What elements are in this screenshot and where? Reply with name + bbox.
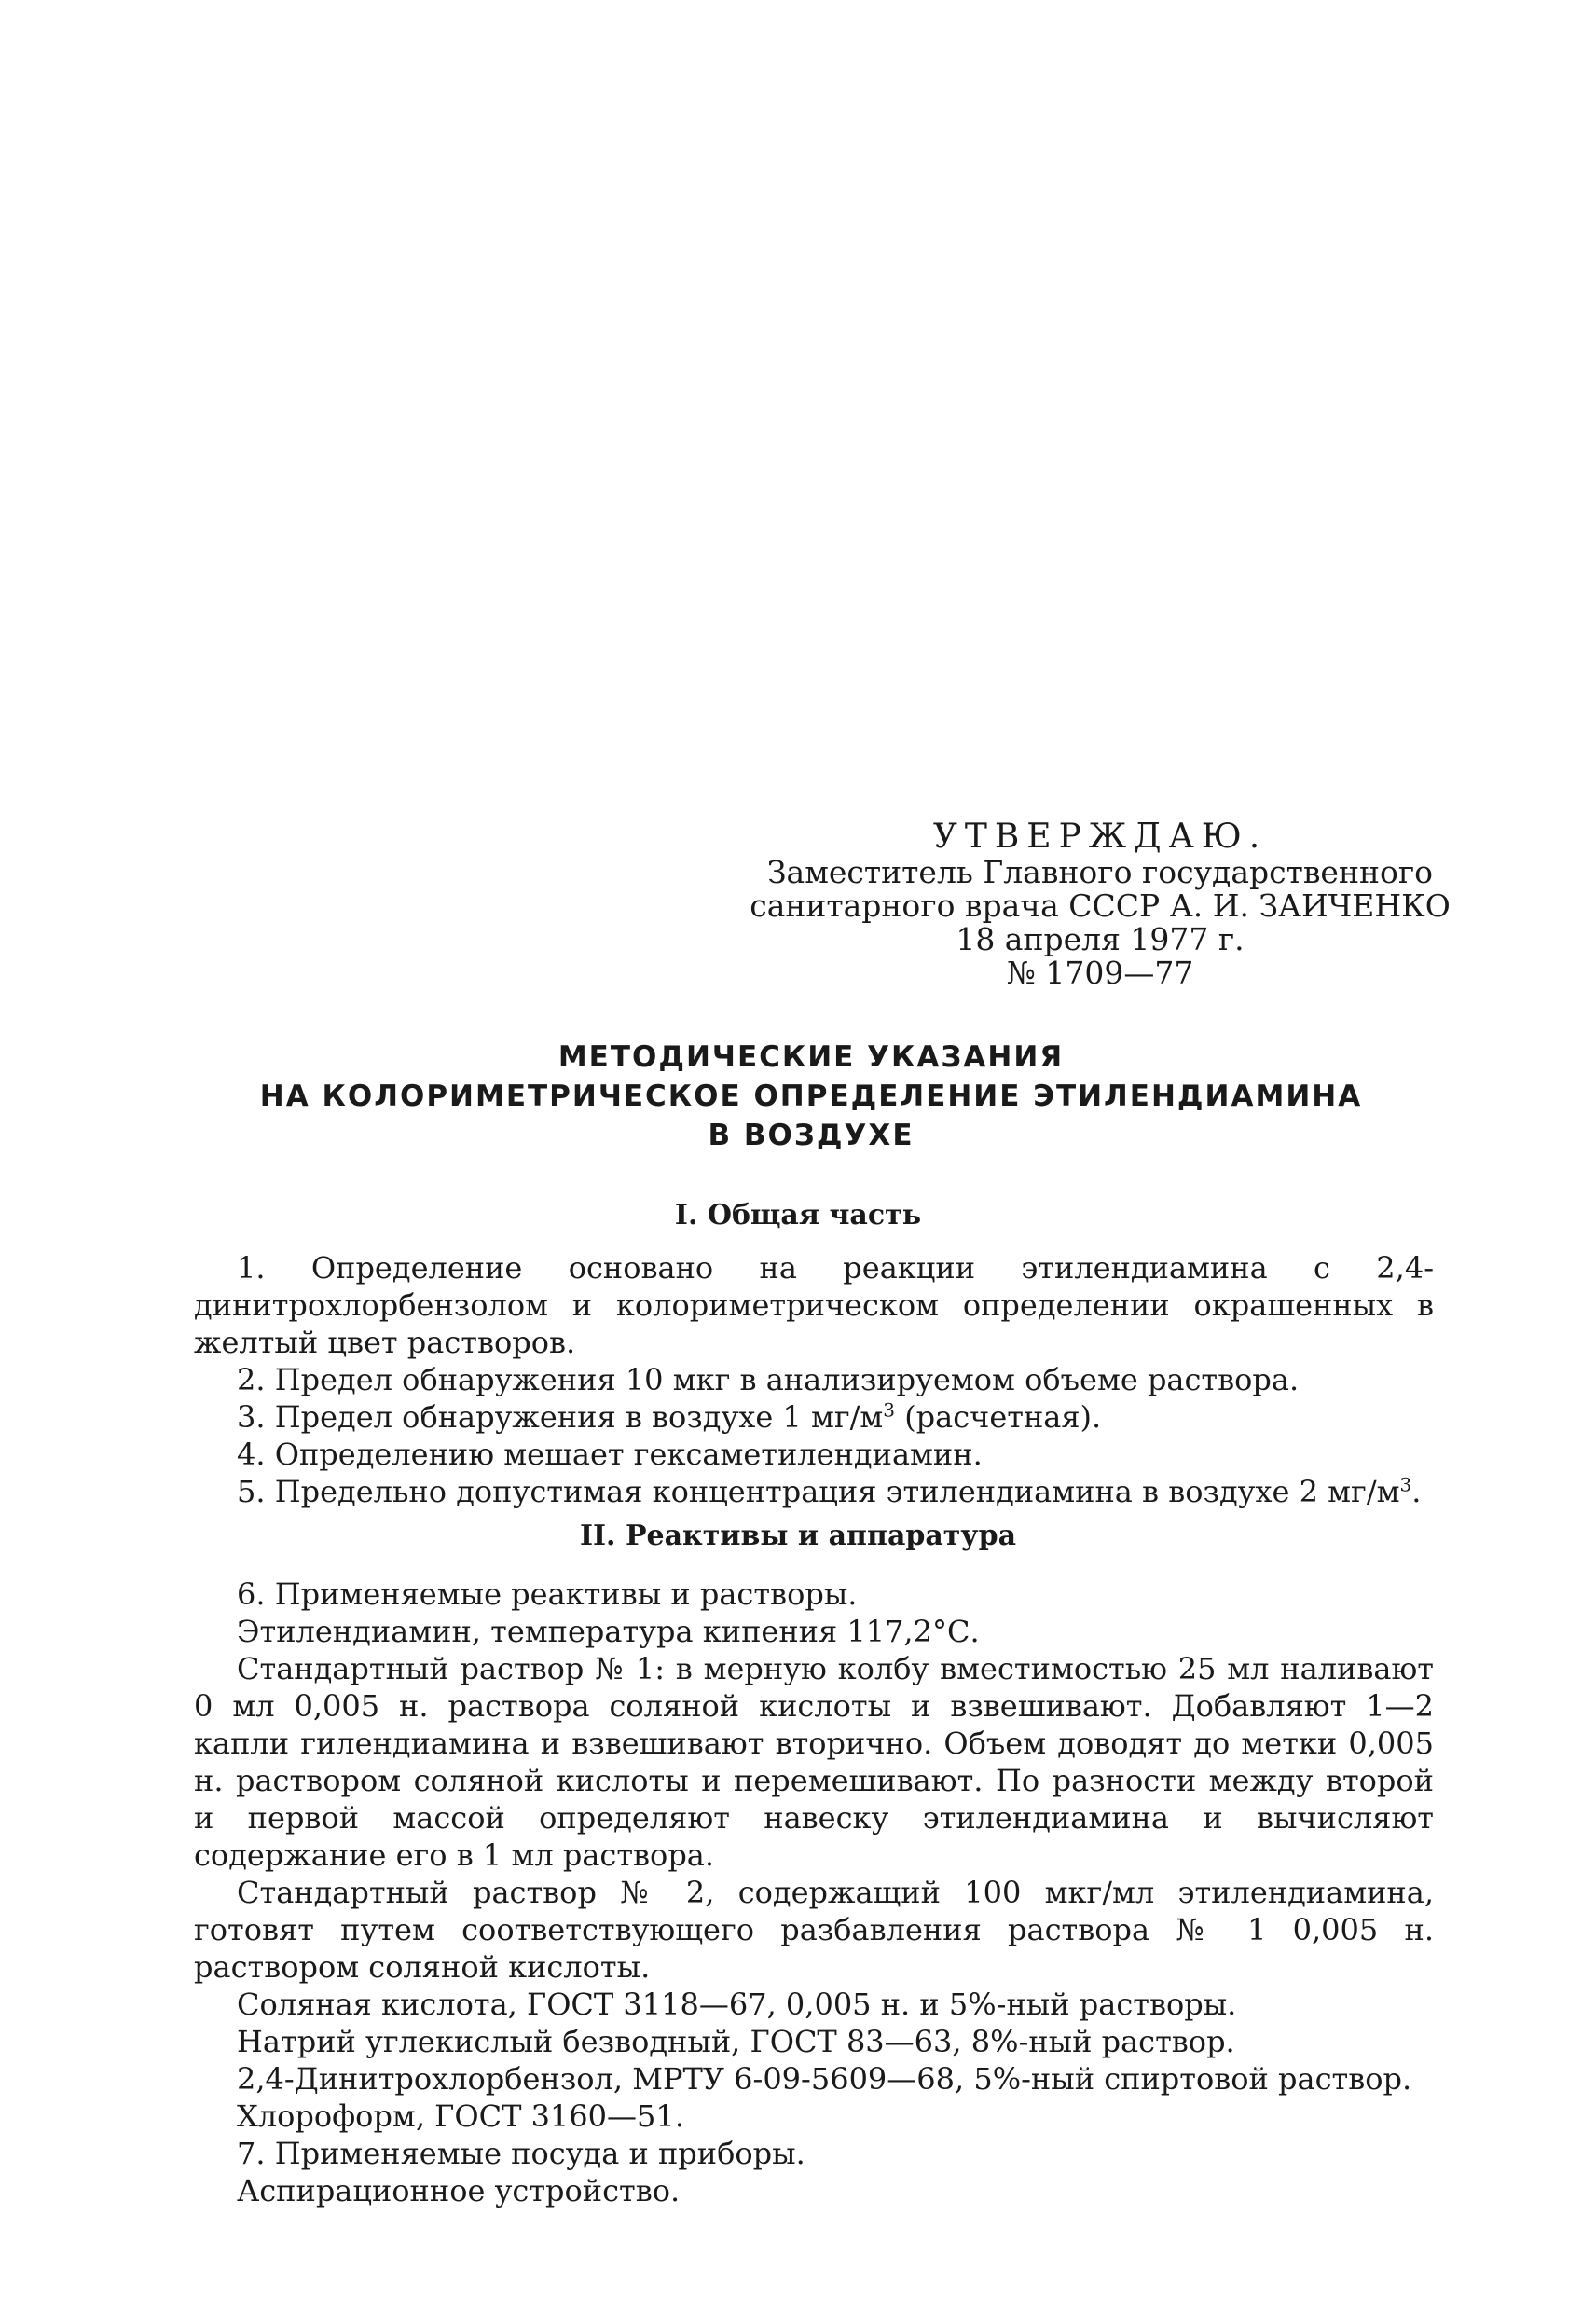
paragraph-1: 1. Определение основано на реакции этилендиамина с 2,4-динитрохлорбензолом и колориметрическом определении окрашенных в желтый цвет растворов. (194, 1250, 1434, 1360)
approval-title: УТВЕРЖДАЮ. (932, 818, 1268, 856)
approval-number: № 1709—77 (1006, 955, 1194, 991)
paragraph-6: 6. Применяемые реактивы и растворы. (237, 1576, 858, 1612)
paragraph-8: Стандартный раствор № 1: в мерную колбу вместимостью 25 мл наливают 0 мл 0,005 н. раствора соляной кислоты и взвешивают. Добавляют 1—2 капли гилендиамина и взвешивают вторично. Объем доводят до метки 0,005 н. раствором соляной кислоты и перемешивают. По разности между второй и первой массой определяют навеску этилендиамина и вычисляют содержание его в 1 мл раствора. (194, 1651, 1434, 1873)
approval-date: 18 апреля 1977 г. (956, 921, 1245, 957)
paragraph-9: Стандартный раствор № 2, содержащий 100 мкг/мл этилендиамина, готовят путем соответствующего разбавления раствора № 1 0,005 н. раствором соляной кислоты. (194, 1875, 1434, 1985)
section-heading-general: I. Общая часть (674, 1199, 922, 1231)
paragraph-2: 2. Предел обнаружения 10 мкг в анализируемом объеме раствора. (237, 1362, 1300, 1397)
approval-position: Заместитель Главного государственного (767, 854, 1433, 890)
paragraph-12: 2,4-Динитрохлорбензол, МРТУ 6-09-5609—68, 5%-ный спиртовой раствор. (237, 2061, 1412, 2097)
paragraph-4: 4. Определению мешает гексаметилендиамин. (237, 1437, 983, 1472)
paragraph-7: Этилендиамин, температура кипения 117,2°С. (237, 1614, 980, 1649)
section-heading-reagents: II. Реактивы и аппаратура (579, 1520, 1017, 1552)
title-line-2: НА КОЛОРИМЕТРИЧЕСКОЕ ОПРЕДЕЛЕНИЕ ЭТИЛЕНДИАМИНА (259, 1080, 1363, 1113)
title-line-3: В ВОЗДУХЕ (708, 1119, 915, 1152)
paragraph-15: Аспирационное устройство. (237, 2173, 681, 2208)
approval-block (746, 820, 1454, 990)
section-reagents-body (194, 1575, 1434, 2209)
approval-signatory: санитарного врача СССР А. И. ЗАИЧЕНКО (750, 887, 1451, 924)
title-line-1: МЕТОДИЧЕСКИЕ УКАЗАНИЯ (557, 1040, 1065, 1074)
paragraph-13: Хлороформ, ГОСТ 3160—51. (237, 2098, 684, 2134)
paragraph-11: Натрий углекислый безводный, ГОСТ 83—63, 8%-ный раствор. (237, 2024, 1235, 2059)
section-general-body (194, 1249, 1434, 1510)
paragraph-10: Соляная кислота, ГОСТ 3118—67, 0,005 н. и 5%-ный растворы. (237, 1987, 1237, 2022)
paragraph-14: 7. Применяемые посуда и приборы. (237, 2136, 805, 2171)
paragraph-3: 3. Предел обнаружения в воздухе 1 $мг/м^3$ (расчетная). (237, 1398, 1102, 1435)
paragraph-5: 5. Предельно допустимая концентрация этилендиамина в воздухе 2 $мг/м^3$. (237, 1473, 1422, 1509)
document-title (214, 1038, 1408, 1155)
